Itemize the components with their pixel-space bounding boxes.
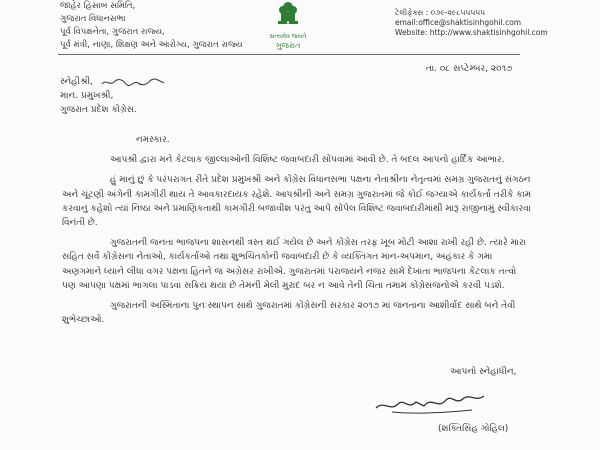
header-designations: [60, 0, 243, 52]
header-contact: [395, 8, 548, 38]
signature: [372, 382, 492, 418]
greeting: નમસ્કાર.: [136, 135, 170, 145]
designation-line: ગુજરાત વિધાનસભા: [60, 14, 126, 24]
lion-capital-icon: [275, 0, 301, 28]
paragraph: આપશ્રી દ્વારા મને કેટલાક જીલ્લાઓની વિશિષ્ટ જવાબદારી સોંપવામાં આવી છે. તે બદલ આપનો હાર્દિક આભાર.: [110, 155, 505, 166]
salutation-prefix: સ્નેહીશ્રી,: [60, 77, 93, 87]
salutation: [60, 75, 166, 89]
addressee-line: માન. પ્રમુખશ્રી,: [60, 91, 114, 101]
designation-line: પૂર્વ મંત્રી, નાણા, શિક્ષણ અને આરોગ્ય, ગુજરાત રાજ્ય: [60, 40, 243, 50]
closing: આપનો સ્નેહાધીન,: [450, 367, 517, 377]
paragraph: ગુજરાતની જનતા ભાજપના શાસનથી ત્રસ્ત થઈ ગયેલ છે અને કોંગ્રેસ તરફ ખૂબ મોટી આશા રાખી રહી છે. ત્યારે મારા સહિત સર્વે કોંગ્રેસના નેતાઓ, કાર્યકર્તાઓ તથા શુભચિંતકોની જવાબદારી છે કે વ્યક્તિગત માન-અપમાન, અહંકાર કે ગમા અણગમાને ધ્યાને લીધા વગર પક્ષના હિતને જ અગ્રેસર રાખીએ. ગુજરાતમાં પરાજયને નજર સામે દેખાતા ભાજપના કેટલાક તત્વો પણ આપણા પક્ષમાં ભાગલા પાડવા સક્રિય થયા છે તેમની મેલી મુરાદ બર ન આવે તેની ચિંતા તમામ કોંગ્રેસજનોએ કરવી પડશે.: [62, 238, 526, 291]
emblem-motto: સત્યમેવ જયતે: [269, 33, 307, 40]
letter-body: [62, 133, 532, 327]
signatory-name: (શક્તિસિંહ ગોહિલ): [438, 424, 509, 434]
designation-line: જાહેર હિસાબ સમિતિ,: [60, 1, 136, 11]
telefax: ટેલીફેક્સ : ૦૭૯-૨૯૮૫૫૫૫૫: [395, 8, 486, 17]
state-emblem: [262, 0, 314, 51]
designation-line: પૂર્વ વિપક્ષનેતા, ગુજરાત રાજ્ય,: [60, 27, 165, 37]
paragraph: ગુજરાતની અસ્મિતાના પુનઃસ્થાપન સાથે ગુજરાતમાં કોંગ્રેસની સરકાર ૨૦૧૭ માં જનતાના આશીર્વાદ સાથે બને તેવી શુભેચ્છાઓ.: [62, 301, 516, 326]
addressee: [60, 89, 137, 117]
addressee-line: ગુજરાત પ્રદેશ કોંગ્રેસ.: [60, 105, 137, 115]
emblem-state: ગુજરાત: [275, 41, 301, 50]
paragraph: હું માનું છું કે પરંપરાગત રીતે પ્રદેશ પ્રમુખશ્રી અને કોંગ્રેસ વિધાનસભા પક્ષના નેતાશ્રીના નેતૃત્વમાં સમગ્ર ગુજરાતનું સંગઠન અને ચૂંટણી અંગેની કામગીરી થાય તે આવકારદાયક રહેશે. આપશ્રીની અને સમગ્ર ગુજરાતમાં જે કોઈ જગ્યાએ કાર્યકર્તા તરીકે કામ કરવાનું કહેશો ત્યાં નિષ્ઠા અને પ્રમાણિકતાથી કામગીરી બજાવીશ પરંતુ આપે સોંપેલ વિશિષ્ટ જવાબદારીમાંથી મારૂ રાજીનામું સ્વીકારવા વિનંતી છે.: [62, 175, 532, 229]
header-divider: [58, 54, 520, 55]
website-link[interactable]: Website: http://www.shaktisinhgohil.com: [395, 28, 548, 37]
handwritten-name: [100, 77, 166, 87]
email-link[interactable]: email:office@shaktisinhgohil.com: [395, 18, 522, 27]
letter-date: તા. ૦૮ સપ્ટેમ્બર, ૨૦૧૭: [426, 64, 513, 74]
